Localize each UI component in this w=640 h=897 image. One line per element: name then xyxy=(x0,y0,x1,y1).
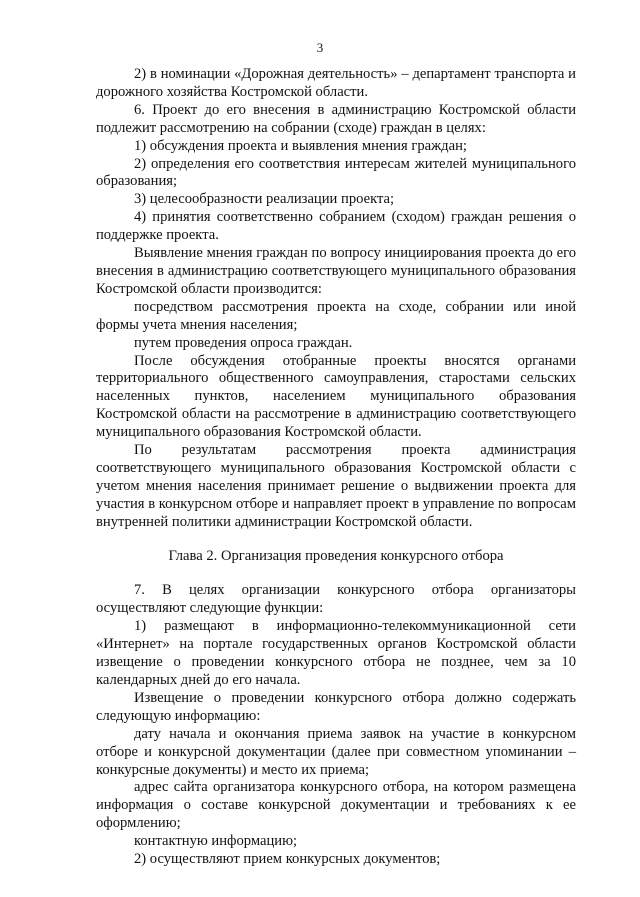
paragraph: 1) размещают в информационно-телекоммуникационной сети «Интернет» на портале государственных органов Костромской области извещение о проведении конкурсного отбора не позднее, чем за 10 календарных дней до его начала. xyxy=(96,618,576,688)
document-body xyxy=(96,66,576,869)
paragraph: 2) в номинации «Дорожная деятельность» – департамент транспорта и дорожного хозяйства Костромской области. xyxy=(96,66,576,100)
paragraph: 2) определения его соответствия интересам жителей муниципального образования; xyxy=(96,155,576,190)
paragraph: По результатам рассмотрения проекта администрация соответствующего муниципального образования Костромской области с учетом мнения населения принимает решение о выдвижении проекта для участия в конкурсном отборе и направляет проект в управление по вопросам внутренней политики администрации Костромской области. xyxy=(96,442,576,530)
page-number: 3 xyxy=(316,40,324,55)
paragraph: После обсуждения отобранные проекты вносятся органами территориального общественного самоуправления, старостами сельских населенных пунктов, населением муниципального образования Костромской области на рассмотрение в администрацию соответствующего муниципального образования Костромской области. xyxy=(96,352,576,441)
paragraph: 3) целесообразности реализации проекта; xyxy=(134,191,395,208)
paragraph: контактную информацию; xyxy=(134,833,298,850)
paragraph: 7. В целях организации конкурсного отбора организаторы осуществляют следующие функции: xyxy=(96,582,576,617)
paragraph: адрес сайта организатора конкурсного отбора, на котором размещена информация о составе конкурсной документации и требованиях к ее оформлению; xyxy=(96,779,576,832)
chapter-heading: Глава 2. Организация проведения конкурсного отбора xyxy=(168,547,504,564)
paragraph: 6. Проект до его внесения в администрацию Костромской области подлежит рассмотрению на собрании (сходе) граждан в целях: xyxy=(96,101,576,136)
paragraph: 2) осуществляют прием конкурсных документов; xyxy=(134,851,441,868)
paragraph: 1) обсуждения проекта и выявления мнения граждан; xyxy=(134,137,467,154)
paragraph: дату начала и окончания приема заявок на участие в конкурсном отборе и конкурсной документации (далее при совместном упоминании – конкурсные документы) и место их приема; xyxy=(96,725,576,778)
paragraph: путем проведения опроса граждан. xyxy=(134,334,353,351)
paragraph: посредством рассмотрения проекта на сходе, собрании или иной формы учета мнения населения; xyxy=(96,298,576,333)
paragraph: Извещение о проведении конкурсного отбора должно содержать следующую информацию: xyxy=(96,689,576,724)
paragraph: 4) принятия соответственно собранием (сходом) граждан решения о поддержке проекта. xyxy=(96,209,576,244)
paragraph: Выявление мнения граждан по вопросу инициирования проекта до его внесения в администрацию соответствующего муниципального образования Костромской области производится: xyxy=(96,245,576,297)
